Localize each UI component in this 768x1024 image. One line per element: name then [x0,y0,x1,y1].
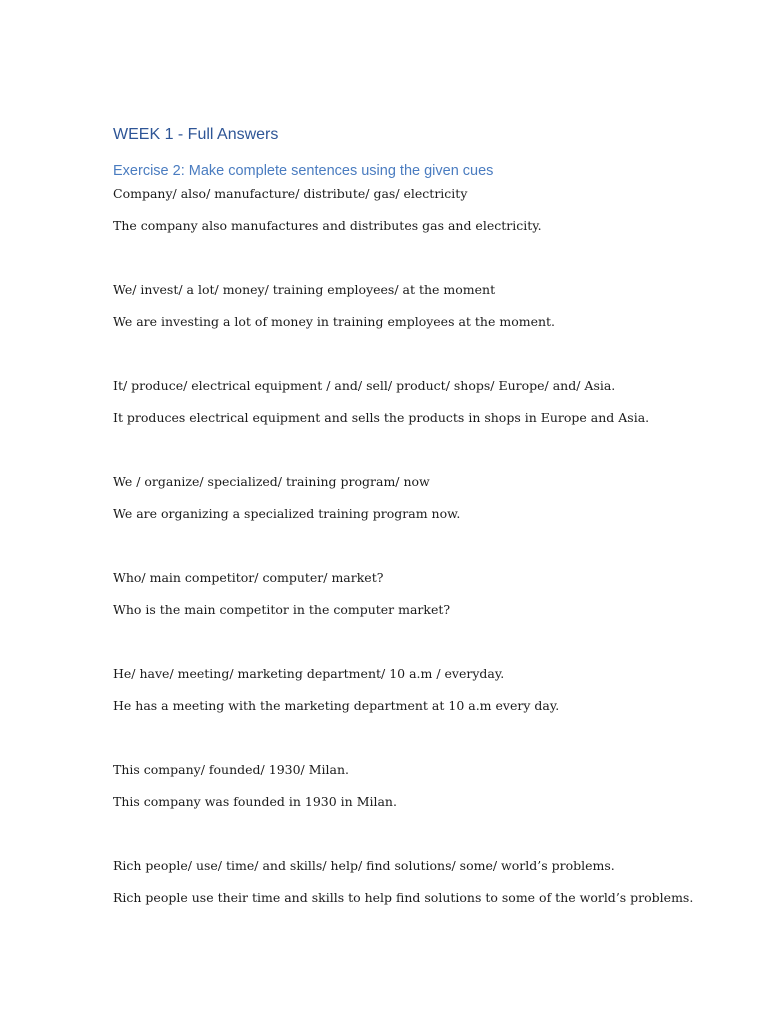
cue-line: Who/ main competitor/ computer/ market? [113,570,384,585]
cue-line: This company/ founded/ 1930/ Milan. [113,762,350,777]
answer-line: The company also manufactures and distributes gas and electricity. [113,218,542,233]
cue-line: Rich people/ use/ time/ and skills/ help/ find solutions/ some/ world’s problems. [113,858,615,873]
cue-line: We/ invest/ a lot/ money/ training employees/ at the moment [113,282,496,297]
answer-line: Who is the main competitor in the computer market? [113,602,451,617]
answer-line: We are organizing a specialized training program now. [113,506,461,521]
answer-line: This company was founded in 1930 in Milan. [113,794,397,809]
exercise-heading: Exercise 2: Make complete sentences using the given cues [113,163,494,179]
document-title: WEEK 1 - Full Answers [113,126,279,143]
answer-line: He has a meeting with the marketing department at 10 a.m every day. [113,698,560,713]
answer-line: Rich people use their time and skills to help find solutions to some of the world’s problems. [113,890,694,905]
cue-line: He/ have/ meeting/ marketing department/ 10 a.m / everyday. [113,666,505,681]
answer-line: It produces electrical equipment and sells the products in shops in Europe and Asia. [113,410,650,425]
cue-line: We / organize/ specialized/ training program/ now [113,474,430,489]
answer-line: We are investing a lot of money in training employees at the moment. [113,314,556,329]
cue-line: It/ produce/ electrical equipment / and/ sell/ product/ shops/ Europe/ and/ Asia. [113,378,616,393]
cue-line: Company/ also/ manufacture/ distribute/ gas/ electricity [113,186,468,201]
